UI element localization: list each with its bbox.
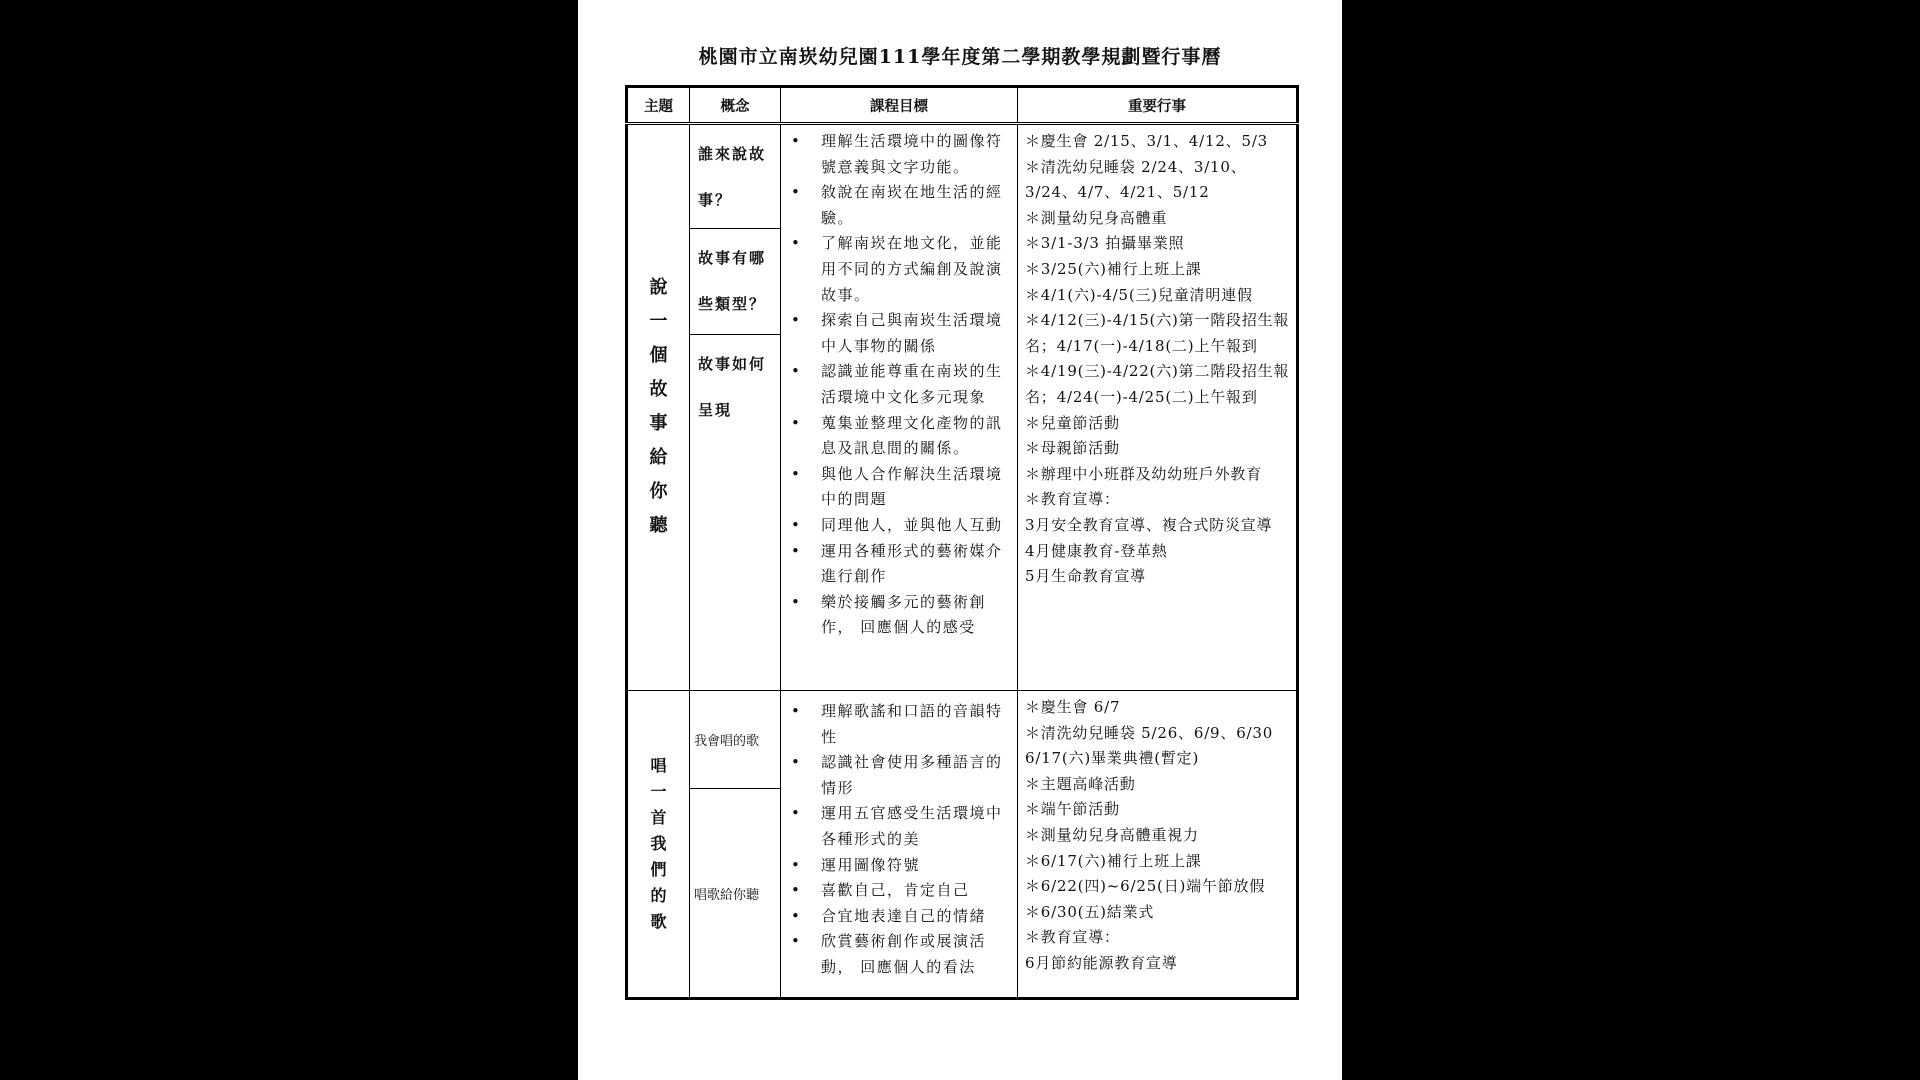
goal-item: • 認識並能尊重在南崁的生活環境中文化多元現象 bbox=[791, 359, 1011, 410]
goal-item: • 喜歡自己，肯定自己 bbox=[791, 878, 1011, 904]
event-item: 6月節約能源教育宣導 bbox=[1025, 953, 1178, 972]
event-item: ＊辦理中小班群及幼幼班戶外教育 bbox=[1025, 464, 1263, 483]
event-item: ＊慶生會 2/15、3/1、4/12、5/3 bbox=[1025, 132, 1269, 150]
document-title: 桃園市立南崁幼兒園111學年度第二學期教學規劃暨行事曆 bbox=[698, 46, 1222, 68]
goal-item: • 合宜地表達自己的情緒 bbox=[791, 904, 1011, 930]
event-item: 6/17(六)畢業典禮(暫定) bbox=[1025, 749, 1200, 768]
section2-concept-2: 唱歌給你聽 bbox=[690, 789, 781, 999]
goal-item: • 敘說在南崁在地生活的經驗。 bbox=[791, 180, 1011, 231]
goal-item: • 與他人合作解決生活環境中的問題 bbox=[791, 462, 1011, 513]
event-item: 4月健康教育-登革熱 bbox=[1025, 541, 1168, 560]
event-item: ＊6/30(五)結業式 bbox=[1025, 902, 1155, 921]
goal-item: • 蒐集並整理文化產物的訊息及訊息間的關係。 bbox=[791, 411, 1011, 462]
goal-item: • 理解歌謠和口語的音韻特性 bbox=[791, 699, 1011, 750]
goal-item: • 運用各種形式的藝術媒介進行創作 bbox=[791, 539, 1011, 590]
section2-concept-1: 我會唱的歌 bbox=[690, 690, 781, 788]
goal-item: • 探索自己與南崁生活環境中人事物的關係 bbox=[791, 308, 1011, 359]
event-item: ＊3/1-3/3 拍攝畢業照 bbox=[1025, 234, 1185, 253]
concept-text: 故事如何呈現 bbox=[698, 354, 767, 419]
event-item: 5月生命教育宣導 bbox=[1025, 567, 1146, 586]
section2-theme: 唱一首我們的歌 bbox=[650, 755, 667, 931]
section1-goals-list bbox=[781, 125, 1017, 641]
section1-concept-2 bbox=[690, 229, 781, 334]
header-concept: 概念 bbox=[690, 87, 781, 124]
event-item: ＊教育宣導： bbox=[1025, 928, 1120, 947]
goal-item: • 理解生活環境中的圖像符號意義與文字功能。 bbox=[791, 129, 1011, 180]
goal-item: • 運用五官感受生活環境中各種形式的美 bbox=[791, 801, 1011, 852]
goal-item: • 樂於接觸多元的藝術創作， 回應個人的感受 bbox=[791, 590, 1011, 641]
section2-row1 bbox=[627, 690, 1298, 788]
section1-events-cell bbox=[1018, 124, 1298, 691]
concept-text: 誰來說故事？ bbox=[698, 145, 767, 209]
event-item: ＊教育宣導： bbox=[1025, 490, 1120, 509]
event-item: ＊端午節活動 bbox=[1025, 800, 1120, 819]
document-page bbox=[578, 0, 1342, 1080]
event-item: ＊清洗幼兒睡袋 5/26、6/9、6/30 bbox=[1025, 723, 1274, 742]
goal-item: • 欣賞藝術創作或展演活動， 回應個人的看法 bbox=[791, 929, 1011, 980]
event-item: ＊4/1(六)-4/5(三)兒童清明連假 bbox=[1025, 285, 1253, 304]
section1-row1 bbox=[627, 124, 1298, 229]
event-item: ＊兒童節活動 bbox=[1025, 413, 1120, 432]
goal-item: • 認識社會使用多種語言的情形 bbox=[791, 750, 1011, 801]
event-item: ＊測量幼兒身高體重 bbox=[1025, 208, 1168, 227]
section2-goals-cell bbox=[781, 690, 1018, 998]
section2-theme-cell bbox=[627, 690, 690, 998]
section1-goals-cell bbox=[781, 124, 1018, 691]
teaching-plan-table bbox=[625, 85, 1299, 1000]
event-item: ＊清洗幼兒睡袋 2/24、3/10、3/24、4/7、4/21、5/12 bbox=[1025, 157, 1247, 202]
concept-text: 故事有哪些類型？ bbox=[698, 249, 767, 314]
event-item: ＊母親節活動 bbox=[1025, 439, 1120, 458]
event-item: ＊測量幼兒身高體重視力 bbox=[1025, 825, 1199, 844]
section2-events-cell bbox=[1018, 690, 1298, 998]
table-header-row bbox=[627, 87, 1298, 124]
event-item: ＊3/25(六)補行上班上課 bbox=[1025, 259, 1202, 278]
event-item: ＊慶生會 6/7 bbox=[1025, 697, 1121, 716]
section1-theme: 說一個故事給你聽 bbox=[649, 277, 668, 537]
goal-item: • 運用圖像符號 bbox=[791, 853, 1011, 879]
section2-goals-list bbox=[781, 691, 1017, 981]
event-item: ＊4/12(三)-4/15(六)第一階段招生報名；4/17(一)-4/18(二)上午報到 bbox=[1025, 311, 1290, 355]
header-events: 重要行事 bbox=[1018, 87, 1298, 124]
event-item: ＊4/19(三)-4/22(六)第二階段招生報名；4/24(一)-4/25(二)上午報到 bbox=[1025, 362, 1290, 406]
event-item: ＊主題高峰活動 bbox=[1025, 774, 1136, 793]
goal-item: • 同理他人，並與他人互動 bbox=[791, 513, 1011, 539]
section1-theme-cell bbox=[627, 124, 690, 691]
section1-concept-1 bbox=[690, 124, 781, 229]
header-theme: 主題 bbox=[627, 87, 690, 124]
goal-item: • 了解南崁在地文化，並能用不同的方式編創及說演故事。 bbox=[791, 231, 1011, 308]
event-item: ＊6/17(六)補行上班上課 bbox=[1025, 851, 1202, 870]
section1-concept-3 bbox=[690, 334, 781, 690]
event-item: 3月安全教育宣導、複合式防災宣導 bbox=[1025, 515, 1273, 534]
header-goals: 課程目標 bbox=[781, 87, 1018, 124]
event-item: ＊6/22(四)~6/25(日)端午節放假 bbox=[1025, 877, 1266, 896]
